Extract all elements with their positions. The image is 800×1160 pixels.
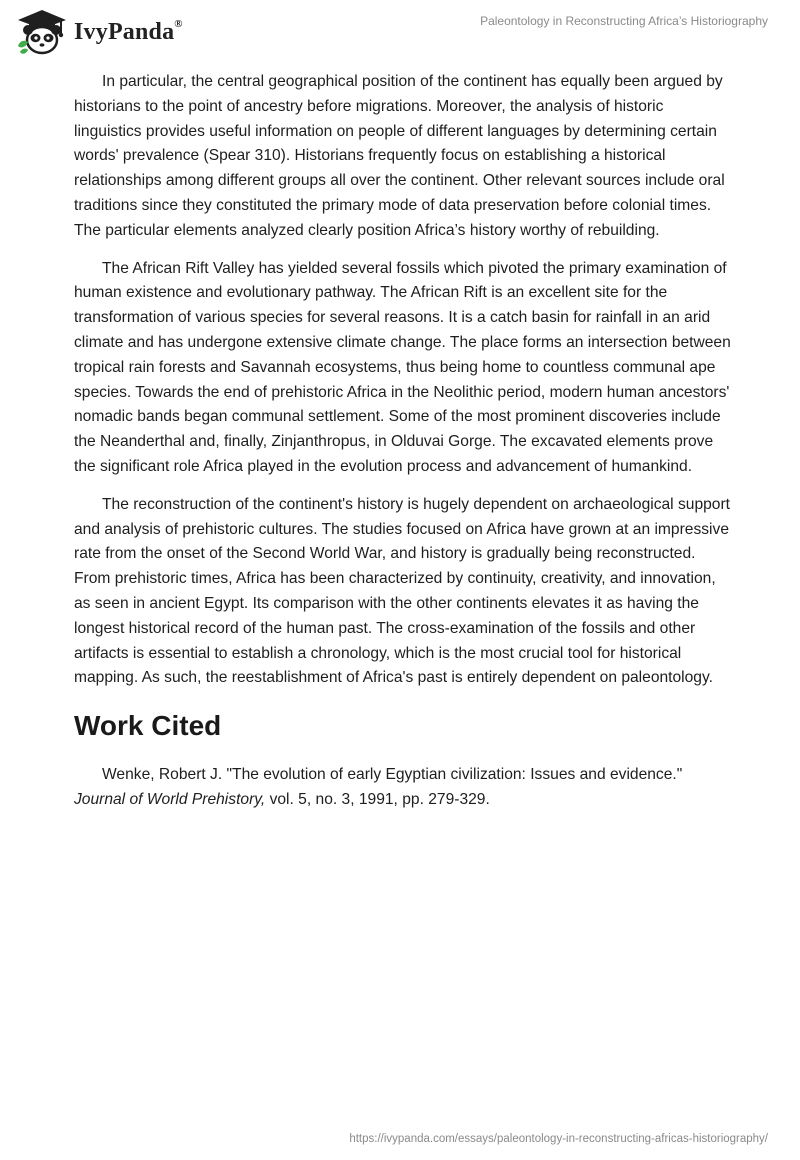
logo-wordmark: IvyPanda® <box>74 17 183 45</box>
panda-graduate-icon <box>14 8 70 56</box>
paragraph-2: The African Rift Valley has yielded several fossils which pivoted the primary examination of human existence and evolutionary pathway. The African Rift is an excellent site for the transformation of various species for several reasons. It is a catch basin for rainfall in an arid climate and has undergone extensive climate change. The place forms an intersection between tropical rain forests and Savannah ecosystems, thus being home to countless communal ape species. Towards the end of prehistoric Africa in the Neolithic period, modern human ancestors' nomadic bands began communal settlement. Some of the most prominent discoveries include the Neanderthal and, finally, Zinjanthropus, in Olduvai Gorge. The excavated elements prove the significant role Africa played in the evolution process and advancement of humankind. <box>74 259 731 475</box>
essay-body <box>74 70 734 826</box>
page-header <box>0 0 800 64</box>
paragraph-1: In particular, the central geographical position of the continent has equally been argued by historians to the point of ancestry before migrations. Moreover, the analysis of historic linguistics provides useful information on people of different languages by determining certain words' prevalence (Spear 310). Historians frequently focus on establishing a historical relationships among different groups all over the continent. Other relevant sources include oral traditions since they constituted the primary mode of data preservation before colonial times. The particular elements analyzed clearly position Africa’s history worthy of rebuilding. <box>74 73 725 239</box>
citation-details: vol. 5, no. 3, 1991, pp. 279-329. <box>265 790 490 808</box>
citation-authors-title: Wenke, Robert J. "The evolution of early Egyptian civilization: Issues and evidence." <box>102 766 683 784</box>
citation-journal: Journal of World Prehistory, <box>74 790 266 808</box>
document-title: Paleontology in Reconstructing Africa’s Historiography <box>480 14 768 28</box>
paragraph-3: The reconstruction of the continent's history is hugely dependent on archaeological support and analysis of prehistoric cultures. The studies focused on Africa have grown at an impressive rate from the onset of the Second World War, and history is gradually being reconstructed. From prehistoric times, Africa has been characterized by continuity, creativity, and innovation, as seen in ancient Egypt. Its comparison with the other continents elevates it as having the longest historical record of the human past. The cross-examination of the fossils and other artifacts is essential to establish a chronology, which is the most crucial tool for historical mapping. As such, the reestablishment of Africa's past is entirely dependent on paleontology. <box>74 495 730 687</box>
works-cited-heading: Work Cited <box>74 710 222 742</box>
source-url[interactable]: https://ivypanda.com/essays/paleontology-in-reconstructing-africas-historiography/ <box>349 1133 768 1145</box>
citation-entry <box>74 763 734 813</box>
ivypanda-logo[interactable] <box>14 8 183 56</box>
